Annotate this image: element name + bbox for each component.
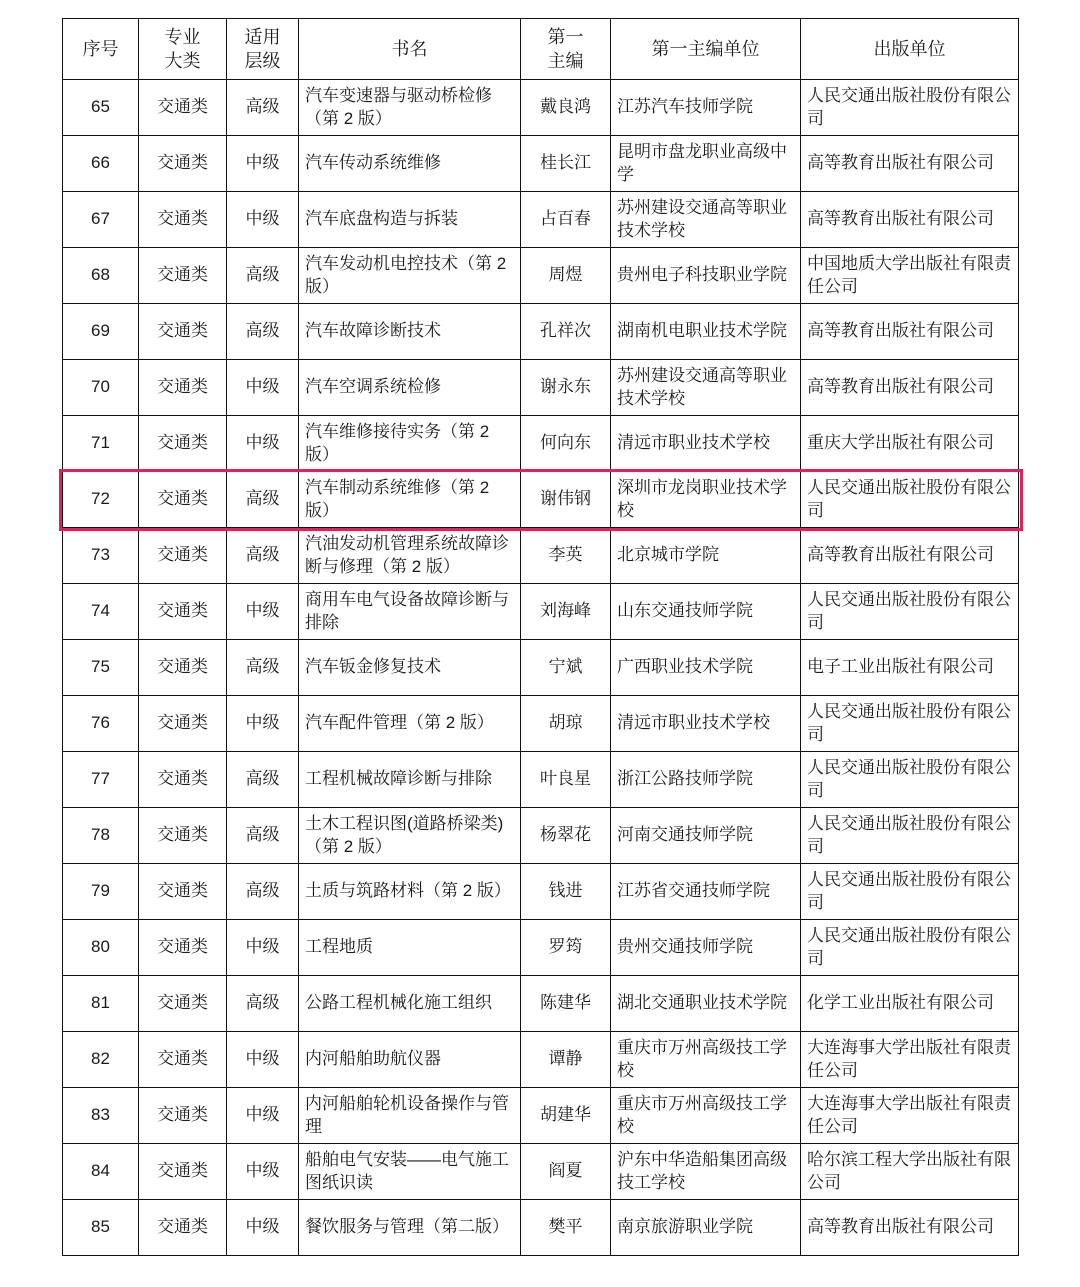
cell-press: 人民交通出版社股份有限公司 (801, 752, 1019, 808)
column-header-unit (611, 19, 801, 80)
cell-unit: 沪东中华造船集团高级技工学校 (611, 1144, 801, 1200)
cell-editor: 桂长江 (521, 136, 611, 192)
column-header-seq-label: 序号 (82, 38, 119, 59)
table-row (63, 136, 1019, 192)
table-row (63, 696, 1019, 752)
cell-level: 高级 (227, 248, 299, 304)
table-row (63, 864, 1019, 920)
table-row (63, 808, 1019, 864)
cell-title: 船舶电气安装——电气施工图纸识读 (299, 1144, 521, 1200)
cell-press: 电子工业出版社有限公司 (801, 640, 1019, 696)
cell-major: 交通类 (139, 304, 227, 360)
cell-editor: 罗筠 (521, 920, 611, 976)
cell-major: 交通类 (139, 1032, 227, 1088)
cell-seq: 73 (63, 528, 139, 584)
cell-level: 中级 (227, 920, 299, 976)
cell-editor: 李英 (521, 528, 611, 584)
cell-editor: 谭静 (521, 1032, 611, 1088)
cell-press: 大连海事大学出版社有限责任公司 (801, 1088, 1019, 1144)
cell-major: 交通类 (139, 192, 227, 248)
cell-unit: 昆明市盘龙职业高级中学 (611, 136, 801, 192)
table-row (63, 920, 1019, 976)
table-row (63, 976, 1019, 1032)
cell-major: 交通类 (139, 696, 227, 752)
cell-major: 交通类 (139, 472, 227, 528)
cell-unit: 广西职业技术学院 (611, 640, 801, 696)
cell-editor: 杨翠花 (521, 808, 611, 864)
cell-press: 高等教育出版社有限公司 (801, 304, 1019, 360)
cell-press: 高等教育出版社有限公司 (801, 192, 1019, 248)
cell-unit: 湖南机电职业技术学院 (611, 304, 801, 360)
cell-press: 人民交通出版社股份有限公司 (801, 864, 1019, 920)
cell-level: 中级 (227, 696, 299, 752)
table-row (63, 1144, 1019, 1200)
cell-seq: 82 (63, 1032, 139, 1088)
cell-seq: 84 (63, 1144, 139, 1200)
cell-title: 商用车电气设备故障诊断与排除 (299, 584, 521, 640)
cell-level: 高级 (227, 304, 299, 360)
cell-unit: 清远市职业技术学校 (611, 416, 801, 472)
cell-title: 汽车发动机电控技术（第 2 版） (299, 248, 521, 304)
cell-unit: 北京城市学院 (611, 528, 801, 584)
cell-major: 交通类 (139, 1088, 227, 1144)
cell-major: 交通类 (139, 248, 227, 304)
cell-title: 汽车配件管理（第 2 版） (299, 696, 521, 752)
cell-seq: 70 (63, 360, 139, 416)
cell-major: 交通类 (139, 640, 227, 696)
cell-unit: 重庆市万州高级技工学校 (611, 1088, 801, 1144)
cell-press: 人民交通出版社股份有限公司 (801, 808, 1019, 864)
cell-unit: 苏州建设交通高等职业技术学校 (611, 360, 801, 416)
textbook-catalog-table (62, 18, 1019, 1256)
cell-title: 土木工程识图(道路桥梁类)（第 2 版） (299, 808, 521, 864)
cell-level: 高级 (227, 808, 299, 864)
cell-level: 中级 (227, 136, 299, 192)
cell-major: 交通类 (139, 976, 227, 1032)
cell-title: 公路工程机械化施工组织 (299, 976, 521, 1032)
table-row (63, 640, 1019, 696)
column-header-major-line2: 大类 (164, 51, 201, 71)
cell-seq: 78 (63, 808, 139, 864)
cell-unit: 江苏汽车技师学院 (611, 80, 801, 136)
cell-unit: 湖北交通职业技术学院 (611, 976, 801, 1032)
table-row (63, 1032, 1019, 1088)
cell-press: 人民交通出版社股份有限公司 (801, 584, 1019, 640)
cell-editor: 刘海峰 (521, 584, 611, 640)
table-header-row (63, 19, 1019, 80)
cell-press: 大连海事大学出版社有限责任公司 (801, 1032, 1019, 1088)
cell-unit: 贵州电子科技职业学院 (611, 248, 801, 304)
cell-title: 汽车空调系统检修 (299, 360, 521, 416)
cell-level: 高级 (227, 472, 299, 528)
column-header-level (227, 19, 299, 80)
cell-title: 汽车传动系统维修 (299, 136, 521, 192)
cell-seq: 69 (63, 304, 139, 360)
column-header-press (801, 19, 1019, 80)
cell-major: 交通类 (139, 752, 227, 808)
cell-title: 餐饮服务与管理（第二版） (299, 1200, 521, 1256)
cell-level: 高级 (227, 528, 299, 584)
cell-press: 高等教育出版社有限公司 (801, 360, 1019, 416)
cell-editor: 陈建华 (521, 976, 611, 1032)
cell-seq: 67 (63, 192, 139, 248)
cell-title: 内河船舶轮机设备操作与管理 (299, 1088, 521, 1144)
cell-editor: 谢伟钢 (521, 472, 611, 528)
cell-press: 中国地质大学出版社有限责任公司 (801, 248, 1019, 304)
cell-major: 交通类 (139, 136, 227, 192)
cell-editor: 宁斌 (521, 640, 611, 696)
cell-press: 重庆大学出版社有限公司 (801, 416, 1019, 472)
table-row (63, 416, 1019, 472)
cell-unit: 浙江公路技师学院 (611, 752, 801, 808)
cell-major: 交通类 (139, 416, 227, 472)
cell-editor: 阎夏 (521, 1144, 611, 1200)
cell-unit: 深圳市龙岗职业技术学校 (611, 472, 801, 528)
cell-major: 交通类 (139, 360, 227, 416)
cell-major: 交通类 (139, 528, 227, 584)
cell-press: 化学工业出版社有限公司 (801, 976, 1019, 1032)
cell-seq: 79 (63, 864, 139, 920)
cell-seq: 71 (63, 416, 139, 472)
cell-editor: 樊平 (521, 1200, 611, 1256)
table-row (63, 80, 1019, 136)
cell-unit: 清远市职业技术学校 (611, 696, 801, 752)
cell-seq: 75 (63, 640, 139, 696)
table-row (63, 192, 1019, 248)
cell-seq: 68 (63, 248, 139, 304)
cell-level: 中级 (227, 416, 299, 472)
cell-press: 人民交通出版社股份有限公司 (801, 472, 1019, 528)
cell-title: 汽车钣金修复技术 (299, 640, 521, 696)
cell-unit: 苏州建设交通高等职业技术学校 (611, 192, 801, 248)
cell-seq: 65 (63, 80, 139, 136)
cell-editor: 叶良星 (521, 752, 611, 808)
cell-editor: 胡建华 (521, 1088, 611, 1144)
cell-major: 交通类 (139, 1144, 227, 1200)
cell-press: 高等教育出版社有限公司 (801, 1200, 1019, 1256)
cell-title: 汽车维修接待实务（第 2 版） (299, 416, 521, 472)
table-row (63, 752, 1019, 808)
cell-level: 高级 (227, 976, 299, 1032)
cell-editor: 孔祥次 (521, 304, 611, 360)
column-header-major-line1: 专业 (164, 26, 201, 47)
cell-level: 中级 (227, 1200, 299, 1256)
cell-press: 人民交通出版社股份有限公司 (801, 696, 1019, 752)
cell-editor: 胡琼 (521, 696, 611, 752)
cell-major: 交通类 (139, 920, 227, 976)
column-header-unit-label: 第一主编单位 (651, 38, 760, 59)
cell-unit: 贵州交通技师学院 (611, 920, 801, 976)
cell-level: 中级 (227, 192, 299, 248)
cell-seq: 77 (63, 752, 139, 808)
column-header-level-line1: 适用 (244, 26, 281, 47)
cell-major: 交通类 (139, 80, 227, 136)
cell-major: 交通类 (139, 1200, 227, 1256)
cell-seq: 74 (63, 584, 139, 640)
column-header-title (299, 19, 521, 80)
column-header-editor (521, 19, 611, 80)
cell-editor: 何向东 (521, 416, 611, 472)
column-header-seq (63, 19, 139, 80)
cell-level: 高级 (227, 640, 299, 696)
column-header-level-line2: 层级 (244, 51, 281, 71)
cell-press: 人民交通出版社股份有限公司 (801, 80, 1019, 136)
table-row (63, 1200, 1019, 1256)
table-row (63, 1088, 1019, 1144)
cell-title: 汽车故障诊断技术 (299, 304, 521, 360)
table-row (63, 304, 1019, 360)
cell-level: 中级 (227, 360, 299, 416)
cell-unit: 南京旅游职业学院 (611, 1200, 801, 1256)
column-header-editor-line1: 第一 (547, 26, 584, 47)
cell-unit: 重庆市万州高级技工学校 (611, 1032, 801, 1088)
table-body (63, 80, 1019, 1256)
cell-press: 高等教育出版社有限公司 (801, 136, 1019, 192)
cell-seq: 83 (63, 1088, 139, 1144)
column-header-press-label: 出版单位 (873, 38, 946, 59)
cell-seq: 81 (63, 976, 139, 1032)
cell-level: 高级 (227, 752, 299, 808)
cell-title: 汽车变速器与驱动桥检修（第 2 版） (299, 80, 521, 136)
column-header-title-label: 书名 (391, 38, 428, 59)
cell-editor: 钱进 (521, 864, 611, 920)
cell-press: 高等教育出版社有限公司 (801, 528, 1019, 584)
cell-title: 汽车制动系统维修（第 2 版） (299, 472, 521, 528)
cell-level: 中级 (227, 1144, 299, 1200)
table-header (63, 19, 1019, 80)
cell-major: 交通类 (139, 584, 227, 640)
table-row (63, 360, 1019, 416)
table-row (63, 472, 1019, 528)
cell-seq: 80 (63, 920, 139, 976)
cell-editor: 戴良鸿 (521, 80, 611, 136)
cell-level: 高级 (227, 864, 299, 920)
cell-press: 哈尔滨工程大学出版社有限公司 (801, 1144, 1019, 1200)
cell-unit: 河南交通技师学院 (611, 808, 801, 864)
cell-title: 汽油发动机管理系统故障诊断与修理（第 2 版） (299, 528, 521, 584)
cell-seq: 85 (63, 1200, 139, 1256)
cell-title: 汽车底盘构造与拆装 (299, 192, 521, 248)
cell-seq: 66 (63, 136, 139, 192)
cell-editor: 占百春 (521, 192, 611, 248)
column-header-major (139, 19, 227, 80)
cell-title: 工程地质 (299, 920, 521, 976)
table-row (63, 528, 1019, 584)
cell-editor: 谢永东 (521, 360, 611, 416)
cell-title: 土质与筑路材料（第 2 版） (299, 864, 521, 920)
cell-major: 交通类 (139, 808, 227, 864)
cell-level: 中级 (227, 1088, 299, 1144)
cell-level: 高级 (227, 80, 299, 136)
cell-editor: 周煜 (521, 248, 611, 304)
cell-press: 人民交通出版社股份有限公司 (801, 920, 1019, 976)
cell-major: 交通类 (139, 864, 227, 920)
cell-level: 中级 (227, 1032, 299, 1088)
table-row (63, 584, 1019, 640)
cell-seq: 76 (63, 696, 139, 752)
cell-unit: 江苏省交通技师学院 (611, 864, 801, 920)
cell-unit: 山东交通技师学院 (611, 584, 801, 640)
cell-seq: 72 (63, 472, 139, 528)
cell-title: 内河船舶助航仪器 (299, 1032, 521, 1088)
cell-level: 中级 (227, 584, 299, 640)
cell-title: 工程机械故障诊断与排除 (299, 752, 521, 808)
table-row (63, 248, 1019, 304)
column-header-editor-line2: 主编 (547, 51, 584, 71)
